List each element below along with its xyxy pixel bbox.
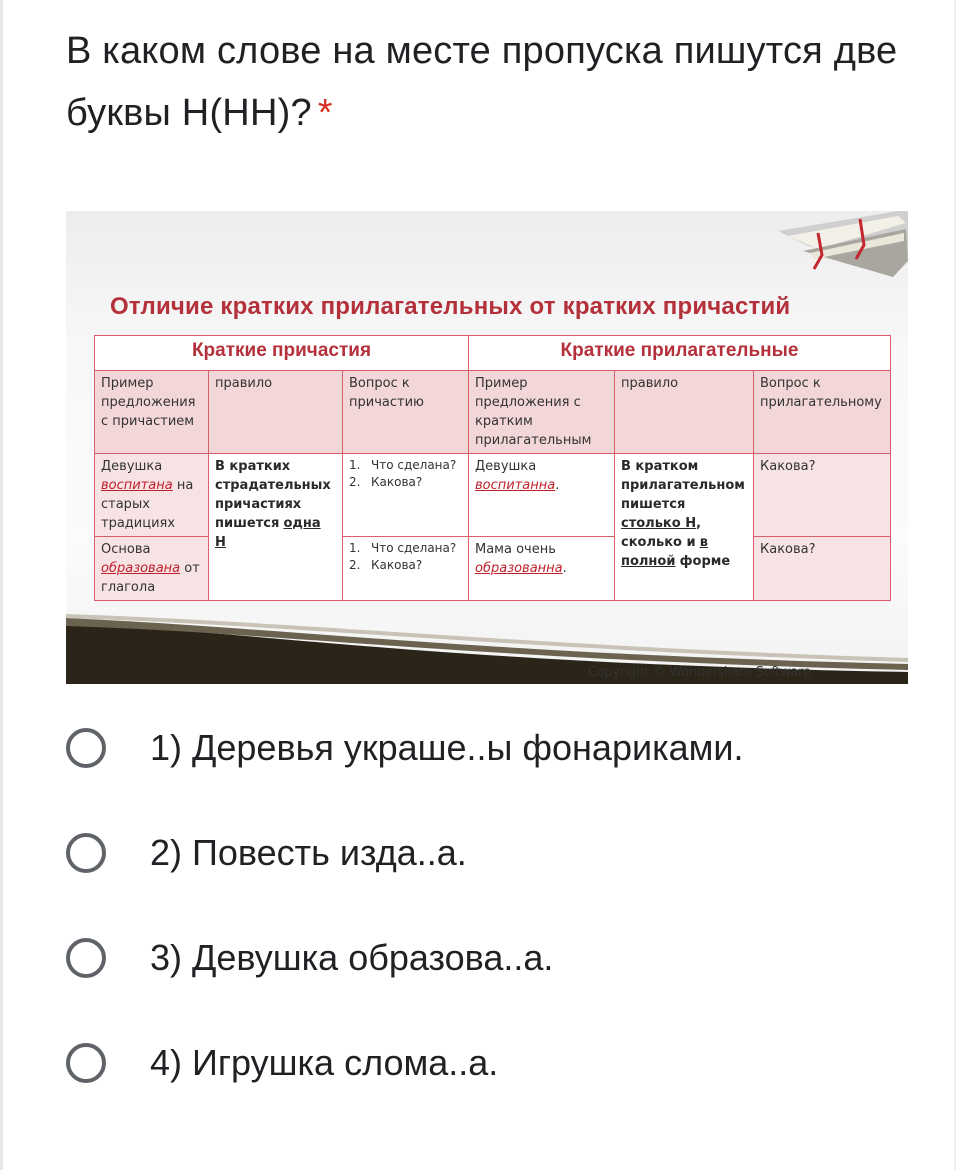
comparison-table [94,335,891,601]
column-label: правило [615,371,754,454]
participle-rule-cell [209,454,343,601]
adjective-question-cell: Какова? [754,537,891,601]
option-label: 4) Игрушка слома..а. [150,1042,499,1083]
participle-question-cell [343,454,469,537]
page-left-border [0,0,3,1170]
highlighted-word: образованна [475,561,563,576]
list-text: Какова? [371,558,423,572]
rule-text: В кратких страдательных причастиях пишется [215,459,331,531]
highlighted-word: воспитана [101,478,173,493]
header-adjectives: Краткие прилагательные [469,336,891,371]
column-label: Вопрос к прилагательному [754,371,891,454]
adjective-rule-cell [615,454,754,601]
adjective-question-cell: Какова? [754,454,891,537]
column-label: Пример предложения с причастием [95,371,209,454]
participle-example-cell [95,537,209,601]
slide-copyright: Copyright © Wondershare Software [588,665,811,680]
example-text: от глагола [101,561,200,595]
column-label: Вопрос к причастию [343,371,469,454]
list-text: Какова? [371,475,423,489]
example-text: Основа [101,542,151,557]
rule-text: , сколько и [621,516,702,550]
header-participles: Краткие причастия [95,336,469,371]
participle-example-cell [95,454,209,537]
question-title [66,20,926,144]
question-list [349,457,462,491]
example-text: Девушка [101,459,163,474]
list-item [349,457,462,474]
list-text: Что сделана? [371,458,457,472]
rule-text: В кратком прилагательном пишется [621,459,745,512]
column-label: правило [209,371,343,454]
option-label: 1) Деревья украше..ы фонариками. [150,727,744,768]
list-number: 1. [349,458,361,472]
example-text: Девушка [475,459,537,474]
option-label: 2) Повесть изда..а. [150,832,467,873]
books-decoration-icon [748,211,908,286]
slide-title: Отличие кратких прилагательных от кратких причастий [110,293,791,320]
rule-text: форме [679,554,731,569]
radio-button[interactable] [66,938,106,978]
highlighted-word: одна Н [215,516,321,550]
list-item [349,540,462,557]
option-1[interactable] [66,720,744,776]
radio-button[interactable] [66,833,106,873]
list-item [349,557,462,574]
list-number: 2. [349,558,361,572]
adjective-example-cell [469,537,615,601]
highlighted-word: столько Н [621,516,697,531]
question-text: В каком слове на месте пропуска пишутся две буквы Н(НН)? [66,30,898,134]
example-text: . [562,561,567,576]
list-number: 2. [349,475,361,489]
list-number: 1. [349,541,361,555]
question-list [349,540,462,574]
option-3[interactable] [66,930,553,986]
adjective-example-cell [469,454,615,537]
option-label: 3) Девушка образова..а. [150,937,554,978]
example-text: Мама очень [475,542,556,557]
question-image [66,211,908,684]
option-2[interactable] [66,825,467,881]
option-4[interactable] [66,1035,498,1091]
highlighted-word: в полной [621,535,708,569]
example-text: . [555,478,560,493]
highlighted-word: воспитанна [475,478,556,493]
participle-question-cell [343,537,469,601]
radio-button[interactable] [66,1043,106,1083]
required-asterisk: * [317,92,333,134]
list-text: Что сделана? [371,541,457,555]
highlighted-word: образована [101,561,181,576]
list-item [349,474,462,491]
example-text: на старых традициях [101,478,194,531]
column-label: Пример предложения с кратким прилагательным [469,371,615,454]
radio-button[interactable] [66,728,106,768]
